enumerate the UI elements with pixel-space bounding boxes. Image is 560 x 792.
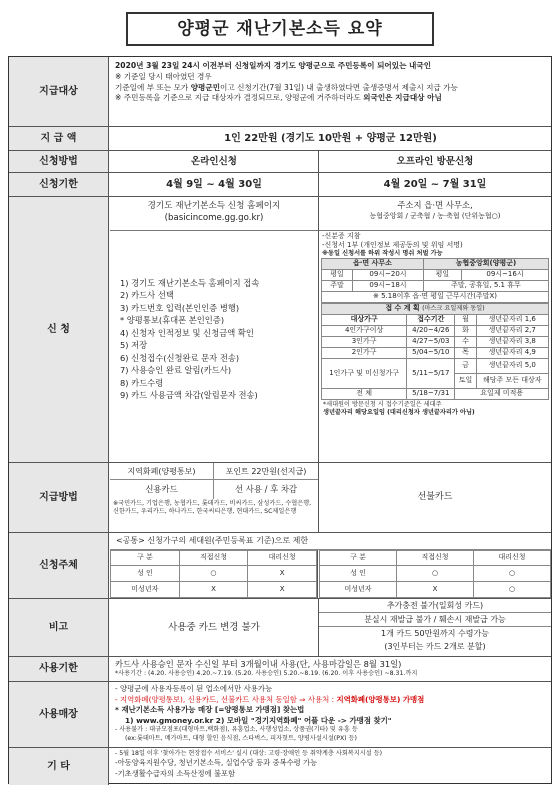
target-line1: 2020년 3월 23일 24시 이전부터 신청일까지 경기도 양평군으로 주민등록이 되어있는 내국인 [115, 61, 432, 70]
plan-cell: 2인가구 [322, 348, 407, 359]
target-line4 [115, 93, 546, 104]
note-off1: 추가충전 불가(일회성 카드) [319, 599, 551, 613]
amount-value: 1인 22만원 (경기도 10만원 + 양평군 12만원) [224, 132, 437, 144]
plan-single-period: 5/11~5/17 [407, 359, 455, 389]
subject-col: 대리신청 [474, 551, 551, 566]
deadline-line1: 카드사 사용승인 문자 수신일 부터 3개월이내 사용(단, 사용마감일은 8월 31일) [115, 659, 402, 669]
subject-cell: 미성년자 [320, 582, 397, 598]
store-content [110, 682, 551, 747]
store-line5: - 사용불가 : 대규모점포(대형마트,백화점), 유흥업소, 사행성업소, 상품권(기타) 및 유흥 등 [115, 726, 358, 734]
plan-cell: 생년끝자리 3,8 [476, 337, 548, 348]
row-header-amount: 지 급 액 [9, 127, 109, 150]
subject-cell: X [248, 566, 317, 582]
subject-col: 직접신청 [179, 551, 248, 566]
target-line3b: 양평군민 [190, 82, 221, 92]
online-step: 8) 카드수령 [120, 377, 164, 388]
deadline-content [110, 657, 551, 681]
online-step: * 양평통보(휴대폰 본인인증) [120, 315, 225, 326]
subject-cell: X [179, 582, 248, 598]
row-apply [9, 197, 551, 463]
subject-cell: X [248, 582, 317, 598]
plan-col: 월 [455, 315, 476, 326]
row-header-pay: 지급방법 [9, 463, 109, 532]
plan-cell: 생년끝자리 5,0 [476, 359, 548, 374]
row-target [9, 57, 551, 127]
method-online: 온라인신청 [191, 155, 237, 167]
etc-content [110, 748, 551, 785]
plan-cell: 요일제 미적용 [455, 389, 549, 400]
target-content [110, 57, 551, 126]
pay-deduct: 선 사용 / 후 차감 [234, 483, 297, 494]
row-header-target: 지급대상 [9, 57, 109, 126]
subject-cell: ○ [179, 566, 248, 582]
store-line2a: - 지역화폐(양평통보), 신용카드, 선불카드 사용처 동일함 ⇒ 사용처 : [115, 694, 337, 704]
hours-note: ※ 5.18이후 읍·면 평일 근무시간(주말X) [322, 292, 549, 303]
offline-place2: 농협중앙회 / 군축협 / 농·축협 (단위농협○) [369, 211, 501, 220]
plan-cell: 5/18~7/31 [407, 389, 455, 400]
apply-online [110, 197, 318, 462]
note-off4: (3인부터는 카드 2개로 분할) [384, 642, 486, 651]
plan-cell: 3인가구 [322, 337, 407, 348]
offline-note1: -신분증 지참 [322, 232, 361, 240]
target-line3 [115, 83, 546, 94]
row-header-period: 신청기한 [9, 173, 109, 196]
etc-line3: -기초생활수급자의 소득산정에 불포함 [115, 769, 236, 779]
online-step: 7) 사용승인 완료 알림(카드사) [120, 365, 232, 376]
subject-cell: ○ [474, 566, 551, 582]
period-online: 4월 9일 ~ 4월 30일 [166, 178, 262, 190]
store-line2b: 지역화폐(양평통보) 가맹점 [336, 694, 425, 704]
online-step: 4) 신청자 인적정보 및 신청금액 확인 [120, 327, 254, 338]
online-steps-list [110, 231, 318, 401]
online-step: 9) 카드 사용금액 차감(알림문자 전송) [120, 389, 258, 400]
subject-cell: 미성년자 [111, 582, 180, 598]
online-step: 3) 카드번호 입력(본인인증 병행) [120, 302, 240, 313]
subject-cell: X [397, 582, 474, 598]
subject-cell: ○ [474, 582, 551, 598]
method-offline: 오프라인 방문신청 [396, 155, 474, 167]
etc-line2: -아동양육지원수당, 청년기본소득, 실업수당 등과 중복수령 가능 [115, 758, 318, 768]
row-period [9, 173, 551, 197]
plan-note2: 생년끝자리 해당요일임 (대리신청자 생년끝자리가 아님) [323, 409, 475, 417]
hours-cell: 평일 [423, 270, 461, 281]
subject-cell: ○ [397, 566, 474, 582]
online-step: 2) 카드사 선택 [120, 290, 174, 301]
summary-table [8, 56, 552, 784]
plan-col: 생년끝자리 1,6 [476, 315, 548, 326]
deadline-line2: *사용기간 : (4.20. 사용승인) 4.20.~7.19. (5.20. 사용승인) 5.20.~8.19. (6.20. 이후 사용승인) ~8.31.까지 [115, 670, 418, 678]
online-site-url[interactable]: (basicincome.gg.go.kr) [164, 213, 264, 224]
store-line2 [115, 695, 546, 706]
hours-table [321, 258, 549, 303]
row-pay [9, 463, 551, 533]
page [8, 8, 552, 784]
plan-note1: *세대원이 방문신청 시 접수기준일은 세대주 [323, 401, 442, 409]
store-line6: (ex:롯데마트, 메가마트, 대형 할인 음식점, 스타벅스, 피자헛트, 양평사설시설(PX) 등) [125, 734, 357, 742]
store-line1: - 양평군에 사용자등록이 된 업소에서만 사용가능 [115, 684, 273, 693]
target-line4b: 외국인은 지급대상 아님 [363, 93, 442, 103]
offline-place1: 주소지 읍·면 사무소, [397, 200, 473, 210]
subject-cell: 성 인 [320, 566, 397, 582]
pay-offline: 선불카드 [417, 492, 453, 503]
apply-offline [319, 197, 551, 462]
target-line2: ※ 기준일 당시 태아였던 경우 [115, 71, 212, 81]
hours-cell: 평일 [322, 270, 353, 281]
plan-head [322, 304, 549, 315]
online-step: 1) 경기도 재난기본소득 홈페이지 접속 [120, 278, 260, 288]
plan-cell: 4인가구이상 [322, 326, 407, 337]
plan-col: 접수기간 [407, 315, 455, 326]
subject-content [110, 533, 551, 598]
subject-offline-table [319, 550, 551, 598]
plan-single: 1인가구 및 미신청가구 [322, 359, 407, 389]
row-amount [9, 127, 551, 151]
subject-rule: <공통> 신청가구의 세대원(주민등록표 기준)으로 제한 [110, 533, 551, 550]
plan-cell: 4/27~5/03 [407, 337, 455, 348]
offline-note2: -신청서 1부 (개인정보 제공동의 및 위임 서명) [322, 240, 463, 249]
target-line3a: 기준일에 부 또는 모가 [115, 82, 191, 92]
row-header-deadline: 사용기한 [9, 657, 109, 681]
pay-card-list: ※국민카드, 기업은행, 농협카드, 롯데카드, 비씨카드, 삼성카드, 수협은행, 신한카드, 우리카드, 하나카드, 한국씨티은행, 현대카드, SC제일은행 [113, 500, 312, 515]
pay-point: 포인트 22만원(선지급) [225, 466, 307, 476]
row-header-etc: 기 타 [9, 748, 109, 785]
note-off3: 1개 카드 50만원까지 수령가능 [381, 629, 489, 638]
row-subject [9, 533, 551, 599]
subject-col: 구 분 [320, 551, 397, 566]
note-offline [319, 599, 551, 656]
pay-credit: 신용카드 [110, 480, 214, 499]
row-header-store: 사용매장 [9, 682, 109, 747]
page-title: 양평군 재난기본소득 요약 [126, 12, 434, 46]
plan-head-sub: (마스크 요일제와 동일) [422, 305, 485, 313]
offline-warning: ※동일 신청서를 하위 작성시 명쉬 처벌 가능 [322, 249, 443, 257]
target-line3c: 이고 신청기간(7월 31일) 내 출생하였다면 출생증명서 제출시 지급 가능 [220, 82, 458, 92]
plan-cell: 전 체 [322, 389, 407, 400]
plan-cell: 4/20~4/26 [407, 326, 455, 337]
plan-head-title: 접 수 계 획 [385, 304, 420, 313]
subject-col: 구 분 [111, 551, 180, 566]
row-header-apply: 신 청 [9, 197, 109, 462]
plan-cell: 생년끝자리 2,7 [476, 326, 548, 337]
row-store [9, 682, 551, 748]
plan-cell: 생년끝자리 4,9 [476, 348, 548, 359]
hours-cell: 09시~16시 [462, 270, 549, 281]
hours-cell: 09시~18시 [353, 281, 424, 292]
plan-cell: 화 [455, 326, 476, 337]
plan-cell: 수 [455, 337, 476, 348]
row-header-method: 신청방법 [9, 151, 109, 172]
subject-col: 직접신청 [397, 551, 474, 566]
subject-online-table [110, 550, 317, 598]
store-line3: * 재난기본소득 사용가능 매장 [=양평통보 가맹점] 찾는법 [115, 705, 305, 715]
plan-table [321, 303, 549, 400]
pay-online [110, 463, 318, 532]
store-line4[interactable]: 1) www.gmoney.or.kr 2) 모바일 "경기지역화폐" 어플 다운 -> 가맹점 찾기" [125, 715, 392, 725]
row-note [9, 599, 551, 657]
period-offline: 4월 20일 ~ 7월 31일 [383, 178, 487, 190]
note-off2: 분실시 재발급 불가 / 훼손시 재발급 가능 [319, 613, 551, 627]
plan-col: 대상가구 [322, 315, 407, 326]
plan-cell: 해당주 모든 대상자 [476, 374, 548, 389]
plan-cell: 토일 [455, 374, 476, 389]
online-step: 6) 신청접수(신청완료 문자 전송) [120, 352, 240, 363]
plan-cell: 금 [455, 359, 476, 374]
pay-local-currency: 지역화폐(양평통보) [110, 463, 214, 480]
subject-cell: 성 인 [111, 566, 180, 582]
plan-cell: 목 [455, 348, 476, 359]
online-site-name: 경기도 재난기본소득 신청 홈페이지 [147, 201, 281, 211]
row-header-subject: 신청주체 [9, 533, 109, 598]
hours-head-office: 읍·면 사무소 [322, 259, 424, 270]
subject-col: 대리신청 [248, 551, 317, 566]
row-etc [9, 748, 551, 785]
hours-cell: 09시~20시 [353, 270, 424, 281]
note-online: 사용중 카드 변경 불가 [168, 621, 260, 633]
hours-cell: 주말, 공휴일, 5.1 휴무 [423, 281, 548, 292]
etc-line1: - 5월 18일 이후 '찾아가는 현장접수 서비스' 실시 (대상: 고령·장애인 등 취약계층 사회복지시설 등) [115, 750, 383, 757]
hours-cell: 주말 [322, 281, 353, 292]
hours-head-bank: 농협중앙회(양평군) [423, 259, 548, 270]
row-deadline [9, 657, 551, 682]
plan-cell: 5/04~5/10 [407, 348, 455, 359]
online-step: 5) 저장 [120, 340, 148, 351]
row-header-note: 비고 [9, 599, 109, 656]
row-method [9, 151, 551, 173]
target-line4a: ※ 주민등록을 기준으로 지급 대상자가 결정되므로, 양평군에 거주하더라도 [115, 93, 364, 103]
